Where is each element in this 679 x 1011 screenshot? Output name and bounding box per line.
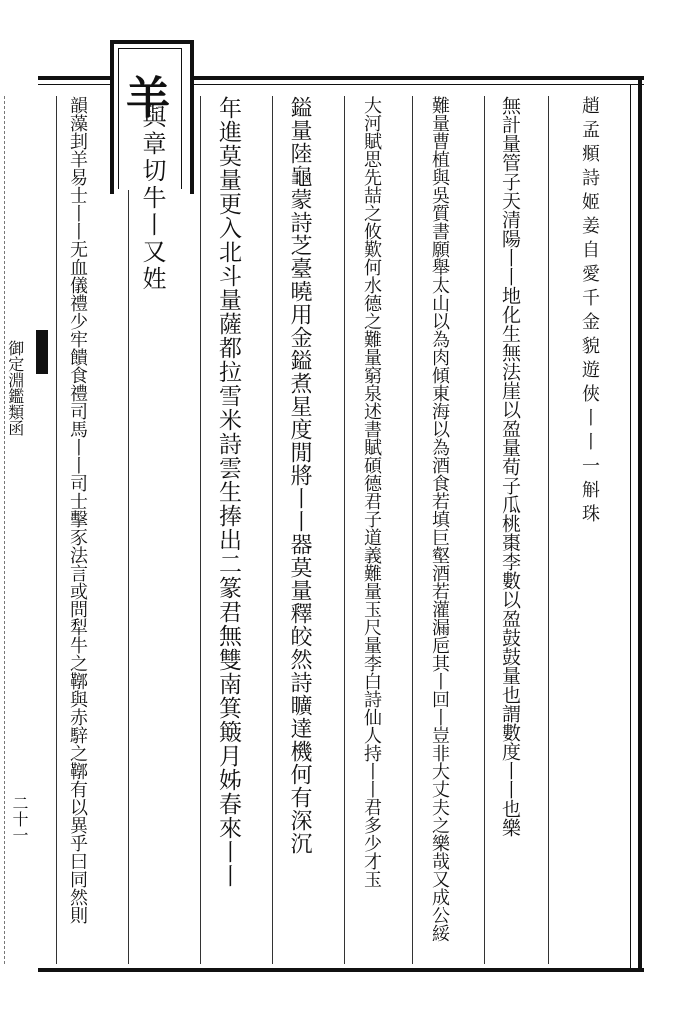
frame-bottom-border — [38, 968, 644, 972]
left-page-edge — [4, 96, 5, 964]
column-rule — [412, 96, 413, 964]
margin-book-title: 御定淵鑑類函 — [5, 340, 25, 436]
text-column-7: 與章切牛丨又姓 — [138, 104, 166, 293]
frame-right-inner-border — [630, 84, 631, 968]
column-rule — [200, 96, 201, 964]
radical-tab-char: 羊 — [126, 73, 170, 124]
page-number: 二十一 — [10, 795, 29, 843]
column-rule — [344, 96, 345, 964]
column-rule — [272, 96, 273, 964]
text-column-6: 年進莫量更入北斗量薩都拉雪米詩雲生捧出二篆君無雙南箕簸月姊春來丨丨 — [215, 96, 241, 888]
text-column-8: 韻藻刲羊易士丨丨无血儀禮少牢饋食禮司馬丨丨司士擊豕法言或問犁牛之鞹與赤騂之鞹有以異乎曰同然則 — [67, 96, 88, 924]
column-rule — [548, 96, 549, 964]
text-column-5: 鎰量陸龜蒙詩芝臺曉用金鎰煮星度閒將丨丨器莫量釋皎然詩曠達機何有深沉 — [287, 96, 312, 855]
text-column-4: 大河賦思先喆之攸歎何水德之難量窮泉述書賦碩德君子道義難量玉尺量李白詩仙人持丨丨君多少才玉 — [361, 96, 382, 888]
column-rule — [128, 190, 129, 964]
frame-right-border — [638, 76, 642, 972]
margin-black-block — [36, 330, 48, 374]
text-column-1: 趙孟頫詩姬姜自愛千金貌遊俠丨丨一斛珠 — [579, 96, 600, 528]
text-column-3: 難量曹植與吳質書願舉太山以為肉傾東海以為酒食若填巨壑酒若灌漏巵其丨回丨豈非大丈夫之樂哉又成公綏 — [429, 96, 450, 942]
column-rule — [56, 96, 57, 964]
text-column-2: 無計量管子天清陽丨丨地化生無法崖以盈量荀子瓜桃棗李數以盈鼓鼓量也謂數度丨丨也樂 — [499, 96, 521, 837]
column-rule — [484, 96, 485, 964]
